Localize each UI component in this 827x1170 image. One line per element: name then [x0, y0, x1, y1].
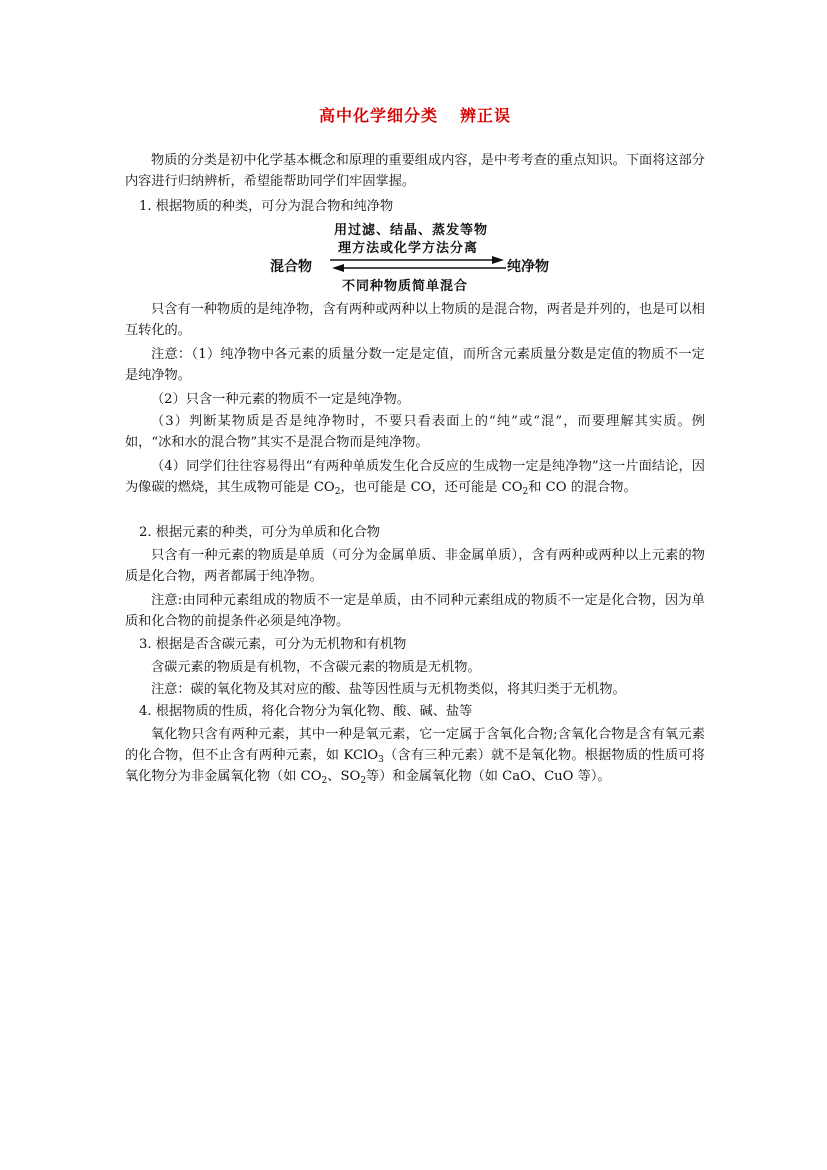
section-3-note: 注意：碳的氧化物及其对应的酸、盐等因性质与无机物类似，将其归类于无机物。 [151, 682, 626, 697]
diagram-top-line1: 用过滤、结晶、蒸发等物 [334, 223, 489, 238]
section-2-note: 注意:由同种元素组成的物质不一定是单质，由不同种元素组成的物质不一定是化合物，因为单质和化合物的前提条件必须是纯净物。 [125, 593, 705, 629]
section-1-heading: 1. 根据物质的种类，可分为混合物和纯净物 [139, 199, 394, 214]
title-main: 高中化学细分类 [318, 106, 438, 125]
double-arrow-icon [328, 255, 508, 275]
section-4-heading: 4. 根据物质的性质，将化合物分为氧化物、酸、碱、盐等 [139, 704, 473, 719]
section-3-para: 含碳元素的物质是有机物，不含碳元素的物质是无机物。 [151, 660, 481, 675]
intro-paragraph: 物质的分类是初中化学基本概念和原理的重要组成内容，是中考考查的重点知识。下面将这部分内容进行归纳辨析，希望能帮助同学们牢固掌握。 [125, 153, 705, 189]
section-1-para: 只含有一种物质的是纯净物，含有两种或两种以上物质的是混合物，两者是并列的，也是可以相互转化的。 [125, 302, 705, 338]
diagram-bottom-label: 不同种物质简单混合 [342, 279, 469, 294]
section-1-note-1: 注意：（1）纯净物中各元素的质量分数一定是定值，而所含元素质量分数是定值的物质不一定是纯净物。 [125, 347, 705, 383]
section-1-note-2: （2）只含一种元素的物质不一定是纯净物。 [151, 392, 410, 407]
diagram-top-line2: 理方法或化学方法分离 [338, 241, 479, 256]
section-3-heading: 3. 根据是否含碳元素，可分为无机物和有机物 [139, 637, 407, 652]
title-sub: 辨正误 [460, 106, 512, 125]
section-2-heading: 2. 根据元素的种类，可分为单质和化合物 [139, 525, 380, 540]
section-2-para: 只含有一种元素的物质是单质（可分为金属单质、非金属单质），含有两种或两种以上元素的物质是化合物，两者都属于纯净物。 [125, 548, 705, 584]
section-1-note-4: （4）同学们往往容易得出“有两种单质发生化合反应的生成物一定是纯净物”这一片面结论，因为像碳的燃烧，其生成物可能是 $CO_2$，也可能是 CO，还可能是 $CO_2$和 CO 的混合物。 [125, 459, 705, 497]
diagram-left-label: 混合物 [270, 259, 312, 275]
mixture-pure-diagram [270, 219, 570, 294]
section-1-note-3: （3）判断某物质是否是纯净物时，不要只看表面上的“纯”或“混”，而要理解其实质。例如，“冰和水的混合物”其实不是混合物而是纯净物。 [125, 414, 705, 450]
page-title [125, 103, 705, 126]
section-4-para: 氧化物只含有两种元素，其中一种是氧元素，它一定属于含氧化合物;含氧化合物是含有氧元素的化合物，但不止含有两种元素，如 KClO$_3$（含有三种元素）就不是氧化物。根据物质的性质可将氧化物分为非金属氧化物（如 $CO_2$、$SO_2$等）和金属氧化物（如 CaO、CuO 等）。 [125, 727, 705, 786]
diagram-right-label: 纯净物 [507, 259, 549, 275]
